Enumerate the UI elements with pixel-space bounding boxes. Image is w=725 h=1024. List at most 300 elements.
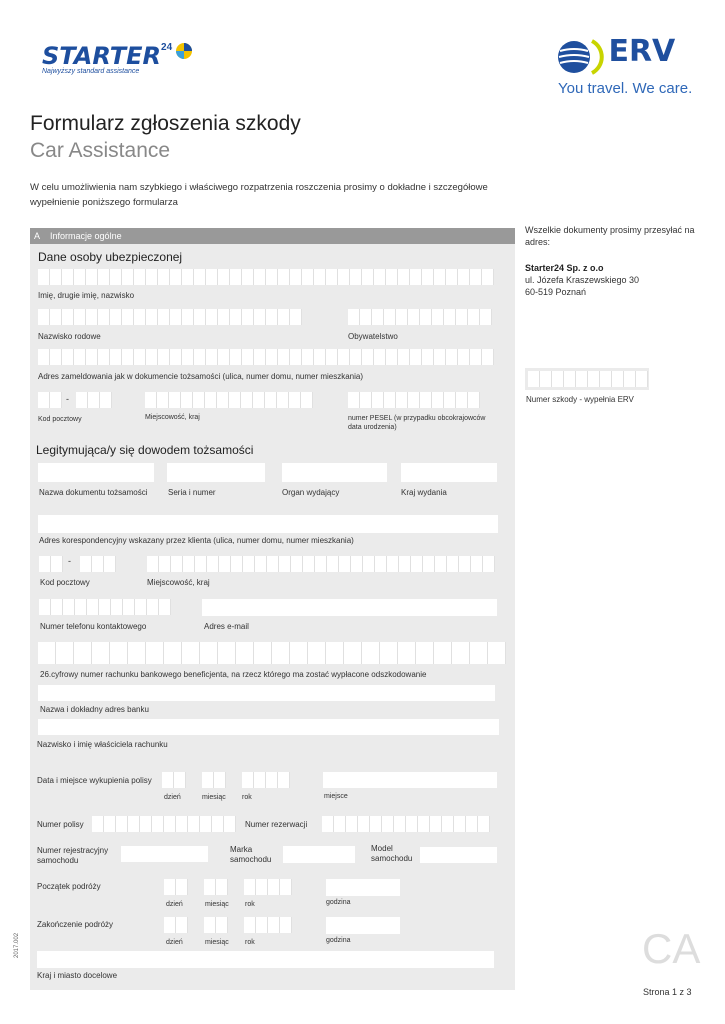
char-cell[interactable]: [468, 392, 480, 408]
char-cell[interactable]: [266, 269, 278, 285]
char-cell[interactable]: [277, 392, 289, 408]
char-cell[interactable]: [266, 309, 278, 325]
char-cell[interactable]: [230, 349, 242, 365]
char-cell[interactable]: [410, 349, 422, 365]
char-cell[interactable]: [398, 349, 410, 365]
char-cell[interactable]: [382, 816, 394, 832]
char-cell[interactable]: [88, 392, 100, 408]
char-cell[interactable]: [50, 269, 62, 285]
char-cell[interactable]: [600, 371, 612, 387]
char-cell[interactable]: [265, 392, 277, 408]
char-cell[interactable]: [164, 917, 176, 933]
char-cell[interactable]: [128, 642, 146, 664]
char-cell[interactable]: [290, 642, 308, 664]
char-cell[interactable]: [169, 392, 181, 408]
doc-name-field[interactable]: [38, 463, 154, 482]
char-cell[interactable]: [301, 392, 313, 408]
char-cell[interactable]: [432, 392, 444, 408]
char-cell[interactable]: [384, 309, 396, 325]
char-cell[interactable]: [146, 269, 158, 285]
char-cell[interactable]: [256, 879, 268, 895]
char-cell[interactable]: [122, 349, 134, 365]
char-cell[interactable]: [326, 269, 338, 285]
char-cell[interactable]: [552, 371, 564, 387]
char-cell[interactable]: [362, 269, 374, 285]
char-cell[interactable]: [350, 269, 362, 285]
char-cell[interactable]: [279, 556, 291, 572]
char-cell[interactable]: [207, 556, 219, 572]
model-field[interactable]: [420, 847, 497, 863]
char-cell[interactable]: [387, 556, 399, 572]
char-cell[interactable]: [290, 269, 302, 285]
corr-postal-field-2[interactable]: [80, 556, 116, 572]
char-cell[interactable]: [612, 371, 624, 387]
char-cell[interactable]: [182, 349, 194, 365]
char-cell[interactable]: [170, 269, 182, 285]
char-cell[interactable]: [98, 309, 110, 325]
email-field[interactable]: [202, 599, 497, 616]
char-cell[interactable]: [272, 642, 290, 664]
char-cell[interactable]: [74, 269, 86, 285]
char-cell[interactable]: [372, 392, 384, 408]
char-cell[interactable]: [290, 349, 302, 365]
char-cell[interactable]: [327, 556, 339, 572]
postal-code-field-1[interactable]: [38, 392, 62, 408]
char-cell[interactable]: [452, 642, 470, 664]
char-cell[interactable]: [193, 392, 205, 408]
char-cell[interactable]: [346, 816, 358, 832]
char-cell[interactable]: [362, 642, 380, 664]
char-cell[interactable]: [314, 269, 326, 285]
char-cell[interactable]: [444, 309, 456, 325]
char-cell[interactable]: [266, 349, 278, 365]
char-cell[interactable]: [104, 816, 116, 832]
char-cell[interactable]: [422, 349, 434, 365]
citizenship-field[interactable]: [348, 309, 492, 325]
char-cell[interactable]: [174, 772, 186, 788]
char-cell[interactable]: [206, 309, 218, 325]
postal-code-field-2[interactable]: [76, 392, 112, 408]
trip-start-day-field[interactable]: [164, 879, 188, 895]
char-cell[interactable]: [268, 879, 280, 895]
char-cell[interactable]: [408, 309, 420, 325]
char-cell[interactable]: [147, 599, 159, 615]
char-cell[interactable]: [194, 349, 206, 365]
char-cell[interactable]: [243, 556, 255, 572]
char-cell[interactable]: [411, 556, 423, 572]
char-cell[interactable]: [254, 309, 266, 325]
char-cell[interactable]: [194, 309, 206, 325]
char-cell[interactable]: [195, 556, 207, 572]
char-cell[interactable]: [218, 642, 236, 664]
char-cell[interactable]: [446, 349, 458, 365]
char-cell[interactable]: [242, 309, 254, 325]
char-cell[interactable]: [302, 349, 314, 365]
char-cell[interactable]: [204, 879, 216, 895]
names-field[interactable]: [38, 269, 494, 285]
char-cell[interactable]: [38, 309, 50, 325]
char-cell[interactable]: [338, 349, 350, 365]
char-cell[interactable]: [398, 642, 416, 664]
char-cell[interactable]: [50, 349, 62, 365]
char-cell[interactable]: [291, 556, 303, 572]
char-cell[interactable]: [202, 772, 214, 788]
char-cell[interactable]: [56, 642, 74, 664]
char-cell[interactable]: [135, 599, 147, 615]
char-cell[interactable]: [116, 816, 128, 832]
char-cell[interactable]: [442, 816, 454, 832]
char-cell[interactable]: [564, 371, 576, 387]
char-cell[interactable]: [380, 642, 398, 664]
char-cell[interactable]: [326, 349, 338, 365]
char-cell[interactable]: [348, 309, 360, 325]
char-cell[interactable]: [74, 642, 92, 664]
char-cell[interactable]: [375, 556, 387, 572]
char-cell[interactable]: [164, 816, 176, 832]
char-cell[interactable]: [358, 816, 370, 832]
char-cell[interactable]: [146, 309, 158, 325]
char-cell[interactable]: [458, 349, 470, 365]
trip-end-hour-field[interactable]: [326, 917, 400, 934]
char-cell[interactable]: [374, 269, 386, 285]
char-cell[interactable]: [624, 371, 636, 387]
char-cell[interactable]: [111, 599, 123, 615]
char-cell[interactable]: [62, 269, 74, 285]
char-cell[interactable]: [205, 392, 217, 408]
char-cell[interactable]: [454, 816, 466, 832]
char-cell[interactable]: [422, 269, 434, 285]
char-cell[interactable]: [244, 879, 256, 895]
char-cell[interactable]: [171, 556, 183, 572]
char-cell[interactable]: [98, 349, 110, 365]
char-cell[interactable]: [434, 269, 446, 285]
char-cell[interactable]: [110, 349, 122, 365]
char-cell[interactable]: [350, 349, 362, 365]
char-cell[interactable]: [338, 269, 350, 285]
char-cell[interactable]: [289, 392, 301, 408]
char-cell[interactable]: [212, 816, 224, 832]
char-cell[interactable]: [219, 556, 231, 572]
char-cell[interactable]: [38, 642, 56, 664]
char-cell[interactable]: [140, 816, 152, 832]
char-cell[interactable]: [483, 556, 495, 572]
char-cell[interactable]: [374, 349, 386, 365]
trip-end-year-field[interactable]: [244, 917, 292, 933]
char-cell[interactable]: [410, 269, 422, 285]
char-cell[interactable]: [194, 269, 206, 285]
char-cell[interactable]: [360, 309, 372, 325]
char-cell[interactable]: [254, 269, 266, 285]
char-cell[interactable]: [456, 309, 468, 325]
char-cell[interactable]: [206, 269, 218, 285]
char-cell[interactable]: [470, 269, 482, 285]
char-cell[interactable]: [62, 309, 74, 325]
char-cell[interactable]: [396, 309, 408, 325]
char-cell[interactable]: [399, 556, 411, 572]
char-cell[interactable]: [74, 309, 86, 325]
char-cell[interactable]: [181, 392, 193, 408]
char-cell[interactable]: [278, 772, 290, 788]
char-cell[interactable]: [268, 917, 280, 933]
char-cell[interactable]: [39, 599, 51, 615]
char-cell[interactable]: [363, 556, 375, 572]
char-cell[interactable]: [254, 772, 266, 788]
char-cell[interactable]: [182, 269, 194, 285]
char-cell[interactable]: [75, 599, 87, 615]
char-cell[interactable]: [76, 392, 88, 408]
char-cell[interactable]: [303, 556, 315, 572]
char-cell[interactable]: [416, 642, 434, 664]
char-cell[interactable]: [420, 392, 432, 408]
char-cell[interactable]: [204, 917, 216, 933]
char-cell[interactable]: [326, 642, 344, 664]
make-field[interactable]: [283, 846, 355, 863]
purchase-month-field[interactable]: [202, 772, 226, 788]
char-cell[interactable]: [434, 349, 446, 365]
char-cell[interactable]: [372, 309, 384, 325]
char-cell[interactable]: [576, 371, 588, 387]
char-cell[interactable]: [236, 642, 254, 664]
char-cell[interactable]: [254, 349, 266, 365]
char-cell[interactable]: [170, 349, 182, 365]
family-name-field[interactable]: [38, 309, 302, 325]
char-cell[interactable]: [158, 269, 170, 285]
char-cell[interactable]: [244, 917, 256, 933]
char-cell[interactable]: [86, 309, 98, 325]
char-cell[interactable]: [98, 269, 110, 285]
char-cell[interactable]: [92, 816, 104, 832]
char-cell[interactable]: [482, 349, 494, 365]
char-cell[interactable]: [480, 309, 492, 325]
char-cell[interactable]: [302, 269, 314, 285]
char-cell[interactable]: [110, 309, 122, 325]
char-cell[interactable]: [183, 556, 195, 572]
corr-city-field[interactable]: [147, 556, 495, 572]
trip-start-month-field[interactable]: [204, 879, 228, 895]
char-cell[interactable]: [188, 816, 200, 832]
char-cell[interactable]: [308, 642, 326, 664]
char-cell[interactable]: [334, 816, 346, 832]
char-cell[interactable]: [348, 392, 360, 408]
char-cell[interactable]: [280, 879, 292, 895]
char-cell[interactable]: [176, 879, 188, 895]
char-cell[interactable]: [470, 349, 482, 365]
char-cell[interactable]: [182, 309, 194, 325]
char-cell[interactable]: [253, 392, 265, 408]
char-cell[interactable]: [278, 349, 290, 365]
char-cell[interactable]: [314, 349, 326, 365]
owner-field[interactable]: [38, 719, 499, 735]
char-cell[interactable]: [63, 599, 75, 615]
char-cell[interactable]: [396, 392, 408, 408]
char-cell[interactable]: [280, 917, 292, 933]
char-cell[interactable]: [99, 599, 111, 615]
char-cell[interactable]: [418, 816, 430, 832]
char-cell[interactable]: [255, 556, 267, 572]
char-cell[interactable]: [92, 642, 110, 664]
char-cell[interactable]: [362, 349, 374, 365]
char-cell[interactable]: [146, 642, 164, 664]
char-cell[interactable]: [315, 556, 327, 572]
char-cell[interactable]: [360, 392, 372, 408]
booking-field[interactable]: [322, 816, 490, 832]
char-cell[interactable]: [147, 556, 159, 572]
char-cell[interactable]: [231, 556, 243, 572]
char-cell[interactable]: [100, 392, 112, 408]
trip-start-hour-field[interactable]: [326, 879, 400, 896]
char-cell[interactable]: [122, 269, 134, 285]
reg-field[interactable]: [121, 846, 208, 862]
char-cell[interactable]: [459, 556, 471, 572]
trip-end-month-field[interactable]: [204, 917, 228, 933]
char-cell[interactable]: [458, 269, 470, 285]
char-cell[interactable]: [384, 392, 396, 408]
char-cell[interactable]: [164, 879, 176, 895]
char-cell[interactable]: [218, 269, 230, 285]
char-cell[interactable]: [471, 556, 483, 572]
char-cell[interactable]: [159, 556, 171, 572]
account-field[interactable]: [38, 642, 506, 664]
char-cell[interactable]: [128, 816, 140, 832]
char-cell[interactable]: [214, 772, 226, 788]
char-cell[interactable]: [434, 642, 452, 664]
char-cell[interactable]: [470, 642, 488, 664]
char-cell[interactable]: [200, 816, 212, 832]
char-cell[interactable]: [224, 816, 236, 832]
char-cell[interactable]: [290, 309, 302, 325]
char-cell[interactable]: [164, 642, 182, 664]
char-cell[interactable]: [123, 599, 135, 615]
char-cell[interactable]: [242, 772, 254, 788]
trip-start-year-field[interactable]: [244, 879, 292, 895]
char-cell[interactable]: [39, 556, 51, 572]
char-cell[interactable]: [229, 392, 241, 408]
char-cell[interactable]: [134, 309, 146, 325]
char-cell[interactable]: [430, 816, 442, 832]
char-cell[interactable]: [256, 917, 268, 933]
policy-field[interactable]: [92, 816, 236, 832]
bank-field[interactable]: [38, 685, 495, 701]
char-cell[interactable]: [74, 349, 86, 365]
char-cell[interactable]: [322, 816, 334, 832]
destination-field[interactable]: [37, 951, 494, 968]
char-cell[interactable]: [278, 269, 290, 285]
char-cell[interactable]: [159, 599, 171, 615]
char-cell[interactable]: [122, 309, 134, 325]
char-cell[interactable]: [200, 642, 218, 664]
corr-postal-field-1[interactable]: [39, 556, 63, 572]
char-cell[interactable]: [157, 392, 169, 408]
char-cell[interactable]: [394, 816, 406, 832]
char-cell[interactable]: [86, 269, 98, 285]
char-cell[interactable]: [446, 269, 458, 285]
char-cell[interactable]: [456, 392, 468, 408]
char-cell[interactable]: [176, 917, 188, 933]
char-cell[interactable]: [444, 392, 456, 408]
char-cell[interactable]: [158, 349, 170, 365]
char-cell[interactable]: [38, 349, 50, 365]
city-field[interactable]: [145, 392, 313, 408]
series-field[interactable]: [167, 463, 265, 482]
char-cell[interactable]: [278, 309, 290, 325]
char-cell[interactable]: [134, 349, 146, 365]
char-cell[interactable]: [51, 556, 63, 572]
char-cell[interactable]: [528, 371, 540, 387]
char-cell[interactable]: [206, 349, 218, 365]
char-cell[interactable]: [134, 269, 146, 285]
char-cell[interactable]: [62, 349, 74, 365]
char-cell[interactable]: [267, 556, 279, 572]
char-cell[interactable]: [339, 556, 351, 572]
char-cell[interactable]: [254, 642, 272, 664]
char-cell[interactable]: [80, 556, 92, 572]
char-cell[interactable]: [420, 309, 432, 325]
trip-end-day-field[interactable]: [164, 917, 188, 933]
char-cell[interactable]: [86, 349, 98, 365]
char-cell[interactable]: [146, 349, 158, 365]
char-cell[interactable]: [435, 556, 447, 572]
char-cell[interactable]: [38, 269, 50, 285]
purchase-year-field[interactable]: [242, 772, 290, 788]
char-cell[interactable]: [468, 309, 480, 325]
phone-field[interactable]: [39, 599, 171, 615]
char-cell[interactable]: [386, 269, 398, 285]
pesel-field[interactable]: [348, 392, 480, 408]
char-cell[interactable]: [540, 371, 552, 387]
address-field[interactable]: [38, 349, 494, 365]
char-cell[interactable]: [242, 269, 254, 285]
char-cell[interactable]: [466, 816, 478, 832]
char-cell[interactable]: [145, 392, 157, 408]
char-cell[interactable]: [406, 816, 418, 832]
country-field[interactable]: [401, 463, 497, 482]
char-cell[interactable]: [51, 599, 63, 615]
char-cell[interactable]: [216, 917, 228, 933]
char-cell[interactable]: [386, 349, 398, 365]
char-cell[interactable]: [370, 816, 382, 832]
char-cell[interactable]: [152, 816, 164, 832]
char-cell[interactable]: [217, 392, 229, 408]
purchase-place-field[interactable]: [323, 772, 497, 788]
char-cell[interactable]: [218, 309, 230, 325]
char-cell[interactable]: [87, 599, 99, 615]
char-cell[interactable]: [588, 371, 600, 387]
char-cell[interactable]: [408, 392, 420, 408]
char-cell[interactable]: [230, 269, 242, 285]
char-cell[interactable]: [344, 642, 362, 664]
char-cell[interactable]: [216, 879, 228, 895]
corr-address-field[interactable]: [38, 515, 498, 533]
char-cell[interactable]: [38, 392, 50, 408]
char-cell[interactable]: [162, 772, 174, 788]
claim-number-field[interactable]: [528, 371, 649, 387]
char-cell[interactable]: [110, 269, 122, 285]
issuer-field[interactable]: [282, 463, 387, 482]
char-cell[interactable]: [176, 816, 188, 832]
char-cell[interactable]: [266, 772, 278, 788]
char-cell[interactable]: [92, 556, 104, 572]
char-cell[interactable]: [478, 816, 490, 832]
char-cell[interactable]: [241, 392, 253, 408]
char-cell[interactable]: [488, 642, 506, 664]
char-cell[interactable]: [110, 642, 128, 664]
char-cell[interactable]: [351, 556, 363, 572]
char-cell[interactable]: [242, 349, 254, 365]
char-cell[interactable]: [230, 309, 242, 325]
char-cell[interactable]: [158, 309, 170, 325]
char-cell[interactable]: [104, 556, 116, 572]
char-cell[interactable]: [423, 556, 435, 572]
